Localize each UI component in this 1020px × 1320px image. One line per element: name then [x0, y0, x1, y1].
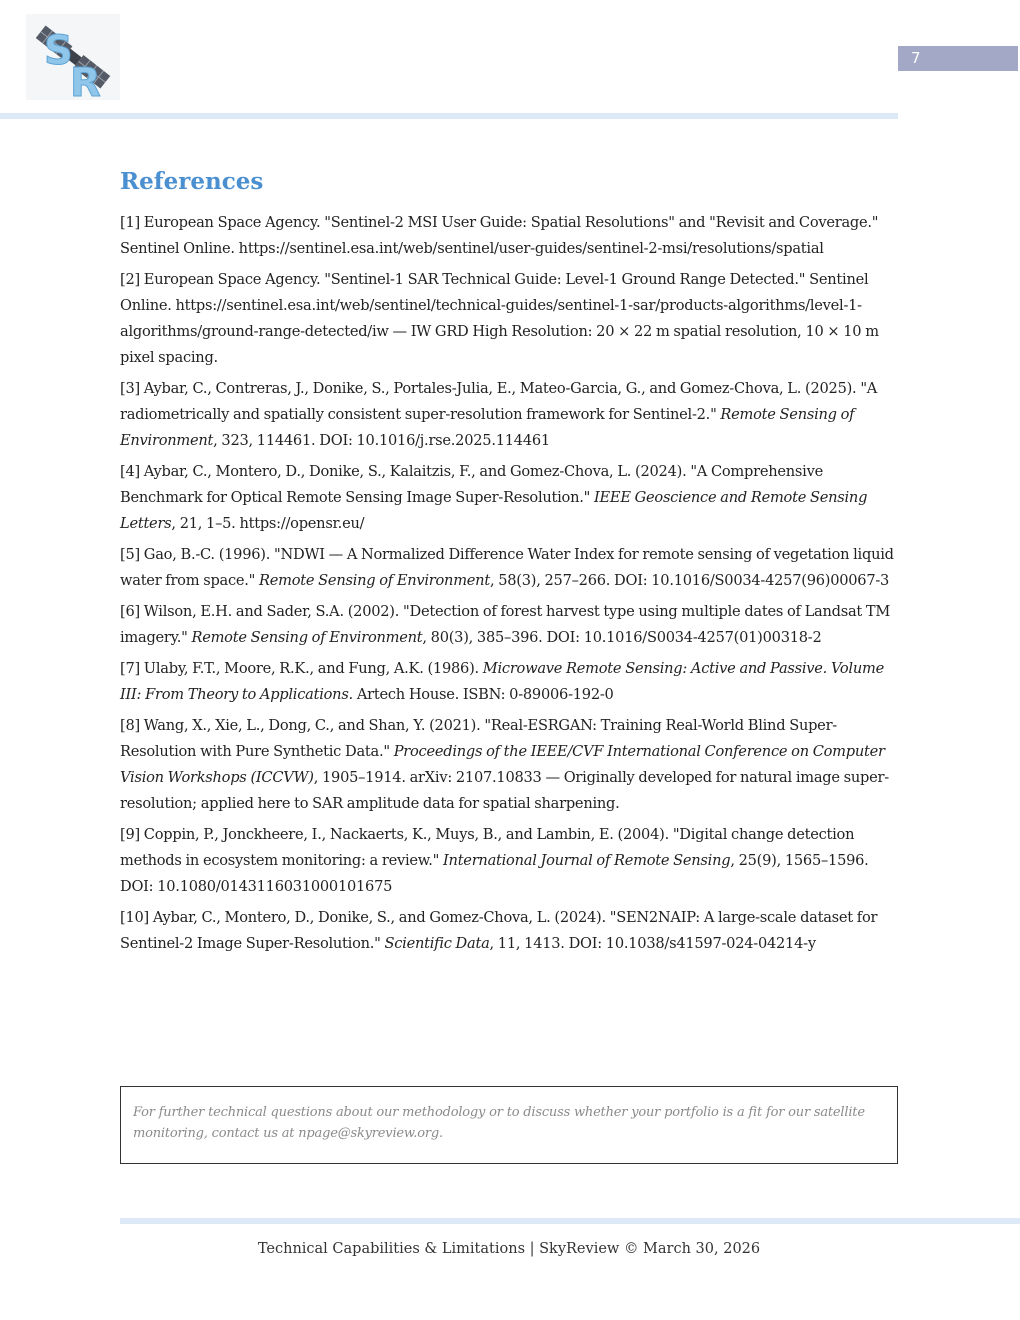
reference-text: [8] Wang, X., Xie, L., Dong, C., and Shan, Y. (2021). "Real-ESRGAN: Training Real-World Blind Super-Resolution with Pure Synthetic Data.": [120, 717, 837, 760]
reference-text: , 323, 114461. DOI: 10.1016/j.rse.2025.114461: [213, 432, 550, 449]
reference-text: [2] European Space Agency. "Sentinel-1 SAR Technical Guide: Level-1 Ground Range Detected." Sentinel Online. https://sentinel.esa.int/web/sentinel/technical-guides/sentinel-1-sar/products-algorithms/level-1-algorithms/ground-range-detected/iw — IW GRD High Resolution: 20 × 22 m spatial resolution, 10 × 10 m pixel spacing.: [120, 271, 879, 366]
reference-text: [4] Aybar, C., Montero, D., Donike, S., Kalaitzis, F., and Gomez-Chova, L. (2024). "A Comprehensive Benchmark for Optical Remote Sensing Image Super-Resolution.": [120, 463, 823, 506]
skyreview-logo: [26, 14, 120, 100]
reference-item: [120, 822, 902, 900]
reference-text: [9] Coppin, P., Jonckheere, I., Nackaerts, K., Muys, B., and Lambin, E. (2004). "Digital change detection methods in ecosystem monitoring: a review.": [120, 826, 855, 869]
reference-text: , 11, 1413. DOI: 10.1038/s41597-024-04214-y: [489, 935, 816, 952]
reference-title-italic: Remote Sensing of Environment: [259, 572, 490, 589]
reference-text: , 58(3), 257–266. DOI: 10.1016/S0034-4257(96)00067-3: [489, 572, 890, 589]
reference-text: [1] European Space Agency. "Sentinel-2 MSI User Guide: Spatial Resolutions" and "Revisit and Coverage." Sentinel Online. https://sentinel.esa.int/web/sentinel/user-guides/sentinel-2-msi/resolutions/spatial: [120, 214, 879, 257]
reference-item: [120, 267, 902, 371]
reference-item: [120, 905, 902, 957]
reference-text: , 80(3), 385–396. DOI: 10.1016/S0034-4257(01)00318-2: [422, 629, 822, 646]
contact-text: For further technical questions about our methodology or to discuss whether your portfolio is a fit for our satellite monitoring, contact us at npage@skyreview.org.: [133, 1105, 865, 1141]
reference-title-italic: Scientific Data: [384, 935, 490, 952]
reference-text: [3] Aybar, C., Contreras, J., Donike, S., Portales-Julia, E., Mateo-Garcia, G., and Gomez-Chova, L. (2025). "A radiometrically and spatially consistent super-resolution framework for Sentinel-2.": [120, 380, 878, 423]
reference-item: [120, 713, 902, 817]
reference-title-italic: International Journal of Remote Sensing: [443, 852, 731, 869]
reference-text: , 25(9), 1565–1596. DOI: 10.1080/0143116031000101675: [120, 852, 869, 895]
reference-text: [5] Gao, B.-C. (1996). "NDWI — A Normalized Difference Water Index for remote sensing of vegetation liquid water from space.": [120, 546, 894, 589]
reference-title-italic: Proceedings of the IEEE/CVF International Conference on Computer Vision Workshops (ICCVW): [120, 743, 885, 786]
reference-item: [120, 210, 902, 262]
reference-item: [120, 542, 902, 594]
header-divider: [0, 113, 898, 119]
reference-title-italic: Remote Sensing of Environment: [191, 629, 423, 646]
reference-title-italic: Remote Sensing of Environment: [120, 406, 855, 449]
reference-title-italic: Microwave Remote Sensing: Active and Passive. Volume III: From Theory to Applications.: [120, 660, 884, 703]
reference-text: , 1905–1914. arXiv: 2107.10833 — Originally developed for natural image super-resolution; applied here to SAR amplitude data for spatial sharpening.: [120, 769, 889, 812]
footer-divider: [120, 1218, 1020, 1224]
contact-callout: [120, 1086, 898, 1164]
svg-text:S: S: [44, 28, 73, 74]
references-list: [120, 210, 902, 962]
svg-text:R: R: [70, 60, 101, 100]
reference-title-italic: IEEE Geoscience and Remote Sensing Letters: [120, 489, 868, 532]
reference-item: [120, 656, 902, 708]
page-number: 7: [898, 46, 1018, 71]
reference-text: [6] Wilson, E.H. and Sader, S.A. (2002). "Detection of forest harvest type using multiple dates of Landsat TM imagery.": [120, 603, 891, 646]
reference-text: , 21, 1–5. https://opensr.eu/: [171, 515, 365, 532]
references-heading: References: [120, 168, 264, 195]
footer-text: Technical Capabilities & Limitations | SkyReview © March 30, 2026: [257, 1241, 761, 1257]
reference-item: [120, 376, 902, 454]
reference-text: [7] Ulaby, F.T., Moore, R.K., and Fung, A.K. (1986).: [120, 660, 483, 677]
reference-item: [120, 599, 902, 651]
reference-item: [120, 459, 902, 537]
reference-text: Artech House. ISBN: 0-89006-192-0: [352, 686, 614, 703]
reference-text: [10] Aybar, C., Montero, D., Donike, S., and Gomez-Chova, L. (2024). "SEN2NAIP: A large-scale dataset for Sentinel-2 Image Super-Resolution.": [120, 909, 878, 952]
